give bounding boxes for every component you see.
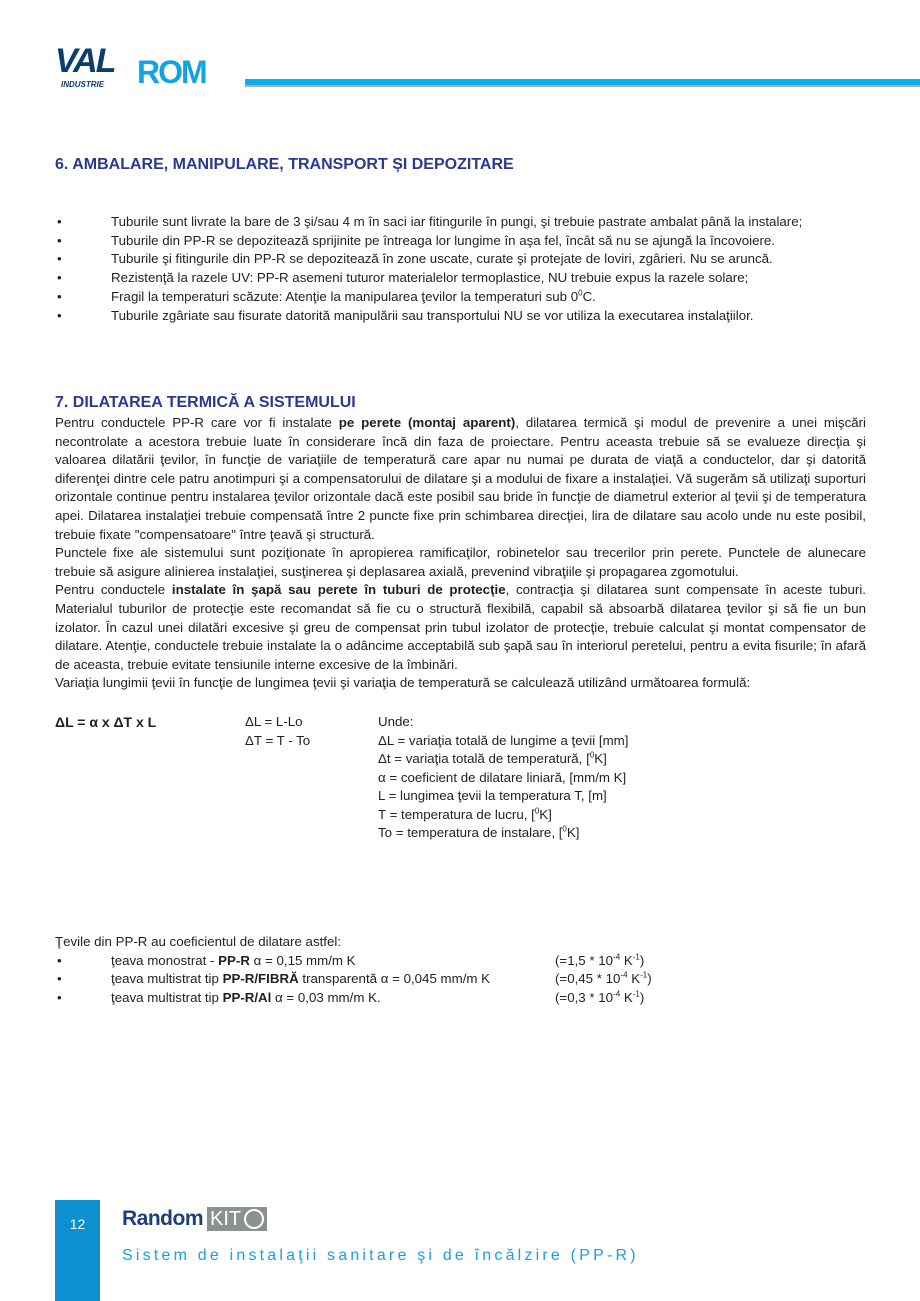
text: K]	[594, 751, 607, 767]
section-6-heading: 6. AMBALARE, MANIPULARE, TRANSPORT ȘI DEPOZITARE	[55, 156, 514, 173]
footer-subtitle: Sistem de instalaţii sanitare şi de încălzire (PP-R)	[122, 1247, 639, 1264]
text: )	[639, 952, 645, 968]
text: transparentă α = 0,045 mm/m K	[298, 971, 491, 987]
brand-kit	[207, 1207, 267, 1231]
text: , contracţia şi dilatarea sunt compensate în aceste tuburi. Materialul tuburilor de protecţie este recomandat să fie cu o structură flexibilă, capabil să absoarbă dilatarea ţevilor şi să fie un bun izolator. În cazul unei dilatări excesive şi greu de compensat prin tubul izolator de protecţie, trebuie calculat şi montat compensator de dilatare. Atenţie, conductele trebuie instalate la o adâncime acceptabilă sub şapă sau în interiorul peretelui, pentru a evita fisurile; în afară de aceasta, trebuie evitate tensiunile interne excesive de la îmbinări.	[55, 582, 866, 672]
coefficient-value	[555, 989, 644, 1008]
list-item	[55, 288, 885, 307]
bullet: •	[57, 232, 62, 248]
superscript: 0	[589, 750, 595, 760]
item-text: Tuburile sunt livrate la bare de 3 şi/sau 4 m în saci iar fitingurile în pungi, şi trebuie pastrate ambalat până la instalare;	[111, 214, 803, 229]
list-item	[55, 989, 695, 1008]
bullet: •	[57, 952, 62, 968]
paragraph: Variaţia lungimii ţevii în funcţie de lungimea ţevii şi variaţia de temperatură se calculează utilizând următoarea formulă:	[55, 675, 751, 691]
legend-line: α = coeficient de dilatare liniară, [mm/m K]	[378, 769, 627, 785]
randomkit-logo	[122, 1205, 267, 1233]
bold-text: instalate în şapă sau perete în tuburi de protecţie	[171, 582, 506, 598]
list-item	[55, 307, 885, 326]
list-item	[55, 213, 885, 232]
logo-val: VAL	[55, 42, 115, 80]
bullet: •	[57, 288, 62, 304]
list-item	[55, 970, 695, 989]
text: K	[627, 971, 641, 987]
item-text	[111, 989, 551, 1008]
definition: ΔL = L-Lo	[245, 713, 303, 729]
section-7-heading: 7. DILATAREA TERMICĂ A SISTEMULUI	[55, 394, 356, 411]
bold-text: PP-R	[218, 952, 250, 968]
legend-line: Unde:	[378, 713, 414, 729]
superscript: 0	[534, 806, 540, 816]
bullet: •	[57, 214, 62, 229]
text: ţeava monostrat -	[111, 952, 219, 968]
legend-line: L = lungimea ţevii la temperatura T, [m]	[378, 788, 607, 804]
coefficients-list	[55, 933, 695, 1007]
coefficient-value	[555, 970, 652, 989]
bold-text: pe perete (montaj aparent)	[338, 415, 516, 430]
legend-line	[378, 750, 866, 769]
superscript: 0	[578, 288, 583, 298]
legend-line	[378, 806, 866, 825]
text: K]	[566, 825, 580, 841]
definition: ΔT = T - To	[245, 732, 311, 748]
legend-line: ΔL = variaţia totală de lungime a ţevii [mm]	[378, 732, 629, 748]
pipe-bundle-icon	[244, 1209, 264, 1229]
section-7-body	[55, 414, 866, 693]
coefficients-intro: Ţevile din PP-R au coeficientul de dilatare astfel:	[55, 934, 342, 950]
text: Pentru conductele PP-R care vor fi instalate	[55, 415, 339, 430]
bullet: •	[57, 307, 62, 323]
variable-legend	[378, 713, 866, 843]
text: , dilatarea termică şi modul de prevenire a unei mişcări necontrolate a acestora trebuie luate în considerare încă din faza de proiectare. Pentru aceasta trebuie să se evalueze direcţia şi valoarea dilatării ţevilor, în funcţie de variaţiile de temperatură care apar nu numai pe durata de viaţă a conductelor, dar şi datorită diferenţei dintre cele patru anotimpuri şi a compensatorului de dilatare şi a modului de fixare a instalaţiei. Vă sugerăm să utilizaţi suporturi orizontale continue pentru instalarea ţevilor orizontale dacă este posibil sau bride în funcţie de diametrul exterior al ţevii şi de temperatura apei. Dilatarea instalaţiei trebuie compensată între 2 puncte fixe prin schimbarea direcţiei, lira de dilatare sau acolo unde nu este posibil, trebuie fixate "compensatoare" între ţeavă şi structură.	[55, 415, 866, 542]
list-item	[55, 250, 885, 269]
bullet: •	[57, 251, 62, 267]
superscript: -4	[613, 989, 621, 999]
brand-name: Random	[122, 1207, 203, 1230]
valrom-logo	[55, 44, 235, 92]
text: α = 0,15 mm/m K	[249, 952, 356, 968]
superscript: 0	[562, 825, 567, 835]
item-text: Rezistenţă la razele UV: PP-R asemeni tuturor materialelor termoplastice, NU trebuie expus la razele solare;	[111, 270, 749, 286]
item-text	[111, 970, 551, 989]
item-text: Tuburile zgâriate sau fisurate datorită manipulării sau transportului NU se vor utiliza la executarea instalaţiilor.	[111, 307, 754, 323]
superscript: -4	[620, 970, 628, 980]
superscript: -4	[613, 952, 621, 962]
superscript: -1	[640, 970, 648, 980]
text: Pentru conductele	[55, 582, 172, 598]
text: (=1,5 * 10	[555, 952, 614, 968]
item-text: C.	[582, 288, 596, 304]
logo-rom: ROM	[137, 54, 206, 90]
item-text: Tuburile din PP-R se depozitează sprijinite pe întreaga lor lungime în aşa fel, încât să nu se ajungă la încovoiere.	[111, 232, 775, 248]
superscript: -1	[632, 952, 640, 962]
brand-kit-text: KIT	[210, 1208, 242, 1230]
text: K	[620, 989, 633, 1005]
section-6-list	[55, 213, 885, 325]
paragraph	[55, 414, 866, 544]
list-item	[55, 952, 695, 971]
section-7-content	[55, 414, 866, 1007]
bullet: •	[57, 989, 62, 1005]
text: ţeava multistrat tip	[111, 989, 223, 1005]
page-number: 12	[69, 1216, 86, 1232]
text: α = 0,03 mm/m K.	[271, 989, 381, 1005]
bullet: •	[57, 270, 62, 286]
superscript: -1	[632, 989, 640, 999]
header-rule	[245, 79, 920, 87]
formula-block	[55, 713, 866, 843]
text: )	[639, 989, 645, 1005]
bullet: •	[57, 971, 62, 987]
list-item	[55, 232, 885, 251]
formula-definitions	[245, 713, 378, 843]
item-text: Fragil la temperaturi scăzute: Atenţie la manipularea ţevilor la temperaturi sub 0	[111, 288, 579, 304]
paragraph	[55, 581, 866, 674]
text: K	[620, 952, 633, 968]
text: Δt = variaţia totală de temperatură, [	[378, 751, 590, 767]
text: K]	[539, 806, 552, 822]
formula: ΔL = α x ΔT x L	[55, 713, 157, 730]
bold-text: PP-R/FIBRĂ	[222, 971, 299, 987]
item-text	[111, 952, 551, 971]
text: T = temperatura de lucru, [	[378, 806, 535, 822]
paragraph: Punctele fixe ale sistemului sunt poziţionate în apropierea ramificaţilor, robinetelor sau trecerilor prin perete. Punctele de alunecare trebuie să asigure alinierea instalaţiei, susţinerea şi deplasarea axială, prevenind vibraţiile şi propagarea zgomotului.	[55, 545, 866, 579]
list-item	[55, 269, 885, 288]
bold-text: PP-R/Al	[222, 989, 272, 1005]
item-text: Tuburile şi fitingurile din PP-R se depozitează în zone uscate, curate şi protejate de loviri, zgârieri. Nu se aruncă.	[111, 251, 773, 267]
coefficient-value	[555, 952, 644, 971]
text: To = temperatura de instalare, [	[378, 825, 563, 841]
text: (=0,3 * 10	[555, 989, 614, 1005]
logo-industrie: INDUSTRIE	[61, 80, 105, 89]
text: ţeava multistrat tip	[111, 971, 223, 987]
legend-line	[378, 824, 866, 843]
text: )	[647, 971, 652, 987]
text: (=0,45 * 10	[555, 971, 621, 987]
